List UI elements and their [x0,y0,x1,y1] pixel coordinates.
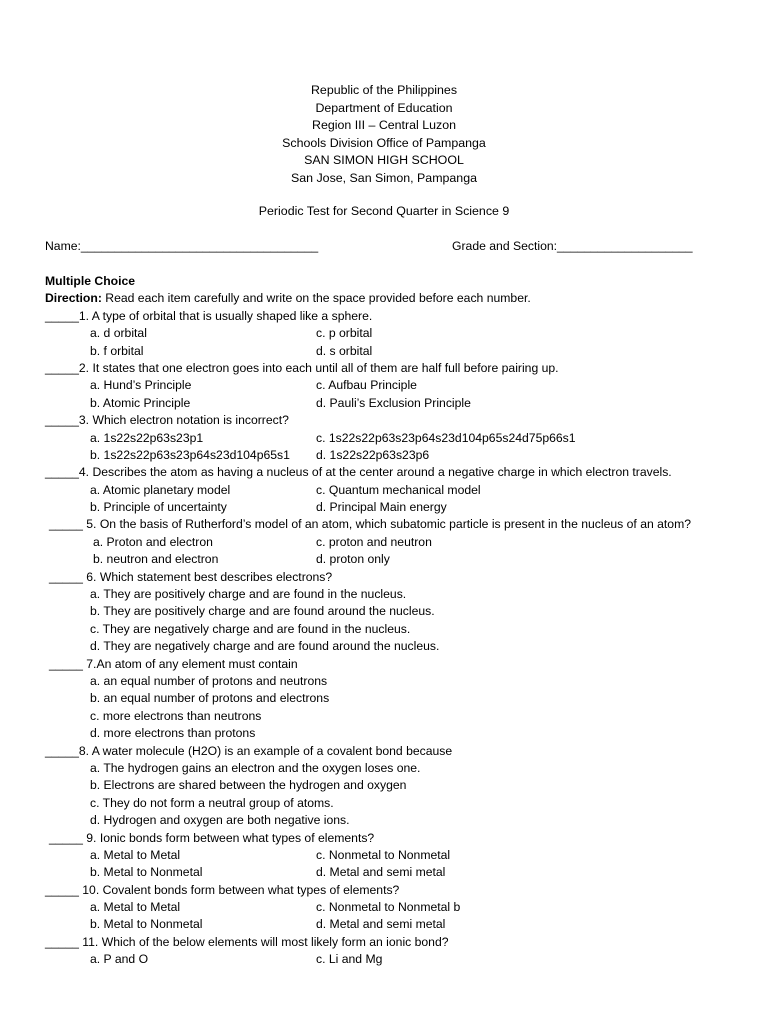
option-choice: c. 1s22s22p63s23p64s23d104p65s24d75p66s1 [316,430,576,445]
option-choice: b. Principle of uncertainty [90,500,227,515]
option-choice: c. Nonmetal to Nonmetal [316,847,451,862]
option-row [45,343,745,360]
option-choice: a. Metal to Metal [90,847,181,862]
direction-label: Direction: [45,291,102,306]
question-1: _____1. A type of orbital that is usually shaped like a sphere. [45,308,373,323]
option-choice: b. an equal number of protons and electrons [90,691,330,706]
test-title: Periodic Test for Second Quarter in Science 9 [258,204,510,218]
option-row [45,482,745,499]
option-choice: a. an equal number of protons and neutrons [90,673,328,688]
question-10: _____ 10. Covalent bonds form between what types of elements? [45,882,400,897]
header-line-division: Schools Division Office of Pampanga [282,135,486,150]
option-choice: a. d orbital [90,326,147,341]
option-row [45,847,745,864]
header-line-school: SAN SIMON HIGH SCHOOL [304,153,464,167]
option-choice: d. more electrons than protons [90,726,256,741]
option-choice: b. Electrons are shared between the hydrogen and oxygen [90,778,407,793]
option-row [45,395,745,412]
option-choice: b. 1s22s22p63s23p64s23d104p65s1 [90,447,290,462]
option-choice: b. f orbital [90,343,144,358]
option-row [45,447,745,464]
question-6: _____ 6. Which statement best describes electrons? [49,569,333,584]
option-row [45,916,745,933]
option-choice: a. P and O [90,952,149,967]
section-title: Multiple Choice [45,274,136,288]
option-choice: a. Hund’s Principle [90,378,192,393]
name-row [45,238,705,256]
question-2: _____2. It states that one electron goes into each until all of them are half full before pairing up. [45,360,559,375]
header-line-department: Department of Education [315,100,453,115]
test-content [45,273,745,969]
option-choice: d. They are negatively charge and are found around the nucleus. [90,639,440,654]
header-line-address: San Jose, San Simon, Pampanga [291,170,477,185]
option-choice: c. more electrons than neutrons [90,708,262,723]
option-choice: b. Metal to Nonmetal [90,865,203,880]
question-4: _____4. Describes the atom as having a nucleus of at the center around a negative charge in which electron travels. [45,465,672,480]
option-choice: d. Hydrogen and oxygen are both negative ions. [90,813,350,828]
name-field: Name:___________________________________ [45,239,319,253]
option-choice: b. Metal to Nonmetal [90,917,203,932]
direction [45,290,745,307]
option-row [45,325,745,342]
option-choice: d. 1s22s22p63s23p6 [316,447,430,462]
direction-text: Read each item carefully and write on the space provided before each number. [101,291,531,306]
question-9: _____ 9. Ionic bonds form between what types of elements? [49,830,375,845]
option-choice: d. Principal Main energy [316,500,447,515]
option-row [45,951,745,968]
header-line-republic: Republic of the Philippines [310,83,458,97]
option-row [45,430,745,447]
option-choice: a. Proton and electron [93,534,213,549]
option-row [45,551,745,568]
option-choice: d. Metal and semi metal [316,865,446,880]
option-choice: c. Nonmetal to Nonmetal b [316,900,461,915]
grade-section-field: Grade and Section:____________________ [452,239,693,253]
option-choice: a. Metal to Metal [90,900,181,915]
question-5: _____ 5. On the basis of Rutherford’s model of an atom, which subatomic particle is present in the nucleus of an atom? [49,517,692,532]
option-row [45,499,745,516]
option-choice: c. They do not form a neutral group of atoms. [90,795,334,810]
option-choice: c. Quantum mechanical model [316,482,481,497]
option-choice: d. s orbital [316,343,373,358]
option-choice: c. They are negatively charge and are found in the nucleus. [90,621,411,636]
question-7: _____ 7.An atom of any element must contain [49,656,298,671]
option-choice: b. They are positively charge and are found around the nucleus. [90,604,435,619]
option-row [45,899,745,916]
option-row [45,534,745,551]
option-choice: a. They are positively charge and are found in the nucleus. [90,587,407,602]
option-choice: c. Aufbau Principle [316,378,417,393]
question-8: _____8. A water molecule (H2O) is an example of a covalent bond because [45,743,453,758]
option-choice: c. proton and neutron [316,534,432,549]
option-choice: d. Pauli’s Exclusion Principle [316,395,471,410]
option-choice: a. 1s22s22p63s23p1 [90,430,204,445]
option-choice: c. p orbital [316,326,373,341]
option-row [45,864,745,881]
question-3: _____3. Which electron notation is incorrect? [45,413,289,428]
document-header [0,82,768,187]
header-line-region: Region III – Central Luzon [312,118,456,132]
option-choice: b. neutron and electron [93,552,219,567]
option-choice: d. Metal and semi metal [316,917,446,932]
option-choice: d. proton only [316,552,390,567]
option-choice: a. The hydrogen gains an electron and the oxygen loses one. [90,760,421,775]
option-row [45,377,745,394]
question-list [45,308,745,969]
option-choice: a. Atomic planetary model [90,482,231,497]
option-choice: b. Atomic Principle [90,395,191,410]
question-11: _____ 11. Which of the below elements will most likely form an ionic bond? [45,934,449,949]
option-choice: c. Li and Mg [316,952,383,967]
